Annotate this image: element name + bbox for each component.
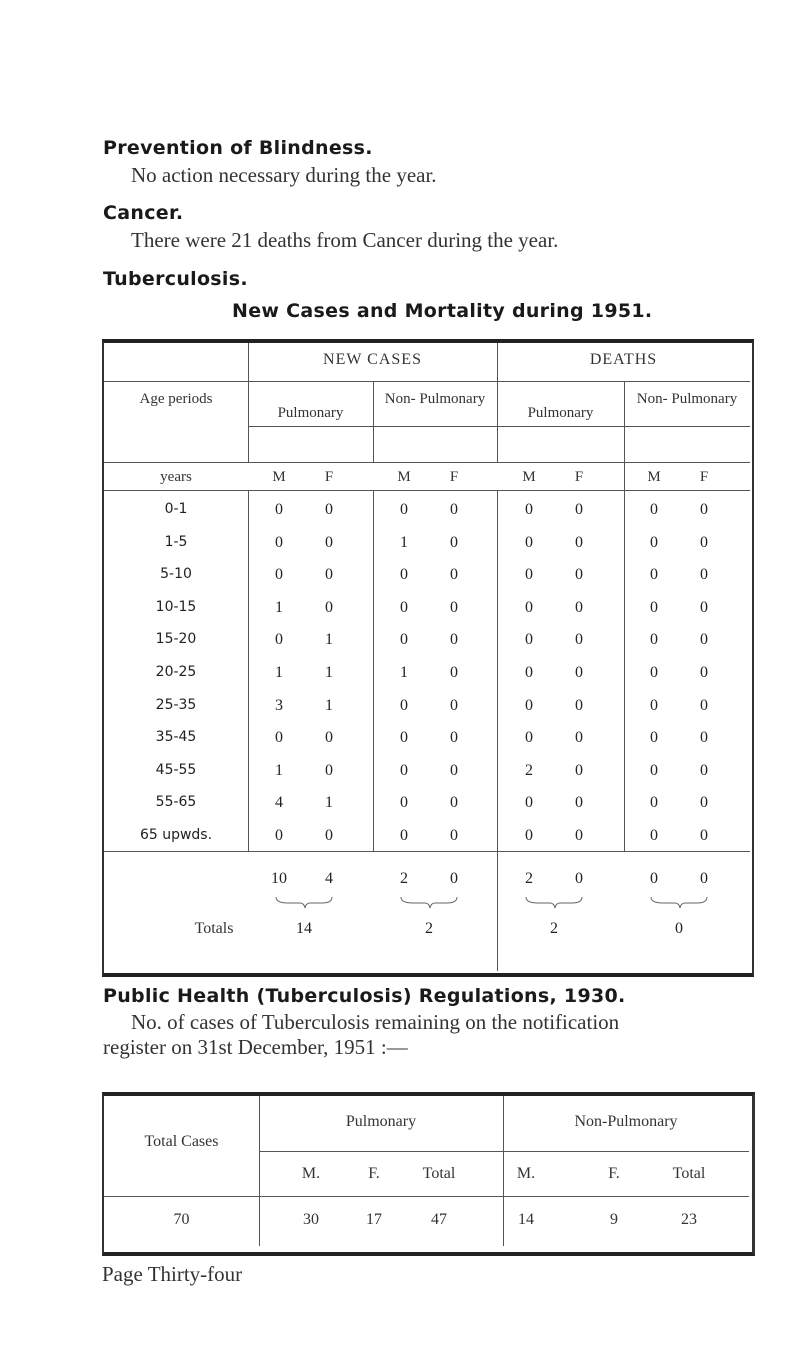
table-cell: 0 — [525, 664, 533, 681]
t2-f-header: F. — [368, 1165, 380, 1182]
table-cell: 0 — [275, 827, 283, 844]
table-cell: 0 — [400, 566, 408, 583]
table-cell: 0 — [700, 697, 708, 714]
mf-header-f: F — [699, 469, 709, 485]
table-cell: 0 — [700, 794, 708, 811]
table-cell: 0 — [400, 762, 408, 779]
age-period-label: 10-15 — [155, 599, 197, 615]
table-cell: 0 — [325, 599, 333, 616]
table-cell: 0 — [450, 762, 458, 779]
table-cell: 1 — [400, 664, 408, 681]
age-period-label: 1-5 — [164, 534, 188, 550]
deaths-pulmonary-header: Pulmonary — [527, 405, 594, 421]
table-cell: 1 — [275, 762, 283, 779]
age-period-label: 15-20 — [155, 631, 197, 647]
table-cell: 0 — [325, 534, 333, 551]
table-cell: 0 — [275, 501, 283, 518]
years-header: years — [160, 469, 192, 485]
table-cell: 0 — [450, 534, 458, 551]
table-cell: 0 — [650, 534, 658, 551]
table-cell: 0 — [450, 827, 458, 844]
t2-total-cases: 70 — [173, 1211, 190, 1228]
brace-icons — [104, 893, 750, 913]
t2-pulmonary-header: Pulmonary — [345, 1113, 417, 1130]
table-cell: 1 — [275, 664, 283, 681]
table-cell: 0 — [450, 794, 458, 811]
regulations-heading: Public Health (Tuberculosis) Regulations, 1930. — [103, 985, 626, 1007]
table-cell: 0 — [325, 827, 333, 844]
table-cell: 0 — [400, 729, 408, 746]
table-cell: 0 — [575, 664, 583, 681]
t2-m-header: M. — [516, 1165, 536, 1182]
table-cell: 0 — [650, 566, 658, 583]
table-cell: 0 — [450, 697, 458, 714]
age-period-label: 35-45 — [155, 729, 197, 745]
total-cell: 0 — [675, 920, 683, 937]
table-cell: 0 — [400, 631, 408, 648]
subtotal-cell: 0 — [700, 870, 708, 887]
table-cell: 0 — [400, 697, 408, 714]
table-cell: 0 — [450, 729, 458, 746]
table-cell: 0 — [575, 501, 583, 518]
cancer-text: There were 21 deaths from Cancer during the year. — [131, 228, 559, 252]
table-cell: 0 — [525, 534, 533, 551]
subtotal-cell: 2 — [525, 870, 533, 887]
table-cell: 0 — [700, 762, 708, 779]
table-cell: 0 — [575, 631, 583, 648]
table-cell: 0 — [575, 729, 583, 746]
table-cell: 0 — [325, 501, 333, 518]
table-cell: 3 — [275, 697, 283, 714]
t2-f-header: F. — [608, 1165, 620, 1182]
table-cell: 0 — [575, 762, 583, 779]
t2-pulmonary-m: 30 — [303, 1211, 319, 1228]
table-cell: 0 — [700, 599, 708, 616]
t2-pulmonary-f: 17 — [366, 1211, 382, 1228]
age-periods-header: Age periods — [139, 391, 213, 407]
mf-header-m: M — [522, 469, 536, 485]
table-cell: 0 — [650, 664, 658, 681]
table-cell: 0 — [575, 794, 583, 811]
table-cell: 0 — [575, 599, 583, 616]
table-cell: 1 — [325, 631, 333, 648]
tb-table-title: New Cases and Mortality during 1951. — [232, 300, 653, 322]
regulations-text-line1: No. of cases of Tuberculosis remaining on the notification — [131, 1010, 620, 1034]
t2-non-pulmonary-m: 14 — [518, 1211, 534, 1228]
subtotal-cell: 0 — [650, 870, 658, 887]
table-cell: 0 — [400, 794, 408, 811]
table-cell: 0 — [650, 729, 658, 746]
mf-header-f: F — [449, 469, 459, 485]
table-cell: 0 — [325, 729, 333, 746]
subtotal-cell: 10 — [271, 870, 287, 887]
table-cell: 0 — [275, 566, 283, 583]
table-cell: 0 — [400, 501, 408, 518]
table-cell: 0 — [650, 794, 658, 811]
table-cell: 0 — [700, 534, 708, 551]
t2-total-header: Total — [672, 1165, 706, 1182]
mf-header-m: M — [272, 469, 286, 485]
table-cell: 0 — [400, 827, 408, 844]
table-cell: 2 — [525, 762, 533, 779]
table-cell: 0 — [325, 566, 333, 583]
total-cell: 2 — [550, 920, 558, 937]
subtotal-cell: 4 — [325, 870, 333, 887]
subtotal-cell: 0 — [575, 870, 583, 887]
table-cell: 0 — [525, 794, 533, 811]
table-cell: 1 — [325, 794, 333, 811]
table-cell: 1 — [325, 664, 333, 681]
table-cell: 0 — [525, 631, 533, 648]
table-cell: 0 — [650, 697, 658, 714]
age-period-label: 65 upwds. — [139, 827, 213, 843]
table-cell: 0 — [650, 762, 658, 779]
age-period-label: 45-55 — [155, 762, 197, 778]
t2-non-pulmonary-f: 9 — [610, 1211, 618, 1228]
table-cell: 0 — [650, 599, 658, 616]
table-cell: 0 — [275, 534, 283, 551]
new-pulmonary-header: Pulmonary — [277, 405, 344, 421]
subtotal-cell: 2 — [400, 870, 408, 887]
age-period-label: 5-10 — [160, 566, 192, 582]
table-cell: 0 — [700, 827, 708, 844]
table-cell: 0 — [525, 729, 533, 746]
table-cell: 0 — [575, 534, 583, 551]
table-cell: 0 — [400, 599, 408, 616]
new-non-pulmonary-header: Non- Pulmonary — [384, 391, 486, 407]
table-cell: 0 — [525, 501, 533, 518]
mf-header-f: F — [324, 469, 334, 485]
table-cell: 0 — [450, 631, 458, 648]
t2-non-pulmonary-header: Non-Pulmonary — [574, 1113, 678, 1130]
table-cell: 0 — [450, 501, 458, 518]
table-cell: 0 — [575, 697, 583, 714]
t2-non-pulmonary-total: 23 — [681, 1211, 697, 1228]
notification-register-table — [102, 1092, 755, 1256]
table-cell: 0 — [650, 827, 658, 844]
age-period-label: 25-35 — [155, 697, 197, 713]
deaths-header: DEATHS — [589, 351, 658, 368]
blindness-heading: Prevention of Blindness. — [103, 137, 373, 159]
deaths-non-pulmonary-header: Non- Pulmonary — [636, 391, 738, 407]
table-cell: 0 — [575, 566, 583, 583]
age-period-label: 20-25 — [155, 664, 197, 680]
table-cell: 0 — [700, 501, 708, 518]
mf-header-m: M — [397, 469, 411, 485]
table-cell: 0 — [700, 631, 708, 648]
table-cell: 0 — [450, 566, 458, 583]
blindness-text: No action necessary during the year. — [131, 163, 437, 187]
regulations-text-line2: register on 31st December, 1951 :— — [103, 1035, 408, 1059]
table-cell: 0 — [325, 762, 333, 779]
mf-header-m: M — [647, 469, 661, 485]
t2-total-header: Total — [422, 1165, 456, 1182]
table-cell: 0 — [700, 566, 708, 583]
age-period-label: 0-1 — [164, 501, 188, 517]
table-cell: 0 — [275, 631, 283, 648]
table-cell: 0 — [700, 664, 708, 681]
total-cell: 14 — [296, 920, 312, 937]
total-cell: 2 — [425, 920, 433, 937]
tuberculosis-heading: Tuberculosis. — [103, 268, 248, 290]
table-cell: 0 — [525, 827, 533, 844]
table-cell: 0 — [525, 566, 533, 583]
totals-label: Totals — [194, 920, 234, 937]
table-cell: 4 — [275, 794, 283, 811]
t2-pulmonary-total: 47 — [431, 1211, 447, 1228]
table-cell: 0 — [650, 501, 658, 518]
cancer-heading: Cancer. — [103, 202, 184, 224]
table-cell: 1 — [325, 697, 333, 714]
tb-cases-mortality-table — [102, 339, 754, 977]
subtotal-cell: 0 — [450, 870, 458, 887]
table-cell: 0 — [450, 599, 458, 616]
table-cell: 0 — [275, 729, 283, 746]
table-cell: 1 — [275, 599, 283, 616]
t2-m-header: M. — [301, 1165, 321, 1182]
table-cell: 0 — [525, 697, 533, 714]
total-cases-header: Total Cases — [144, 1133, 219, 1150]
new-cases-header: NEW CASES — [323, 351, 422, 368]
table-cell: 0 — [700, 729, 708, 746]
table-cell: 0 — [575, 827, 583, 844]
mf-header-f: F — [574, 469, 584, 485]
table-cell: 0 — [525, 599, 533, 616]
table-cell: 1 — [400, 534, 408, 551]
age-period-label: 55-65 — [155, 794, 197, 810]
table-cell: 0 — [650, 631, 658, 648]
page-footer: Page Thirty-four — [102, 1262, 243, 1286]
table-cell: 0 — [450, 664, 458, 681]
